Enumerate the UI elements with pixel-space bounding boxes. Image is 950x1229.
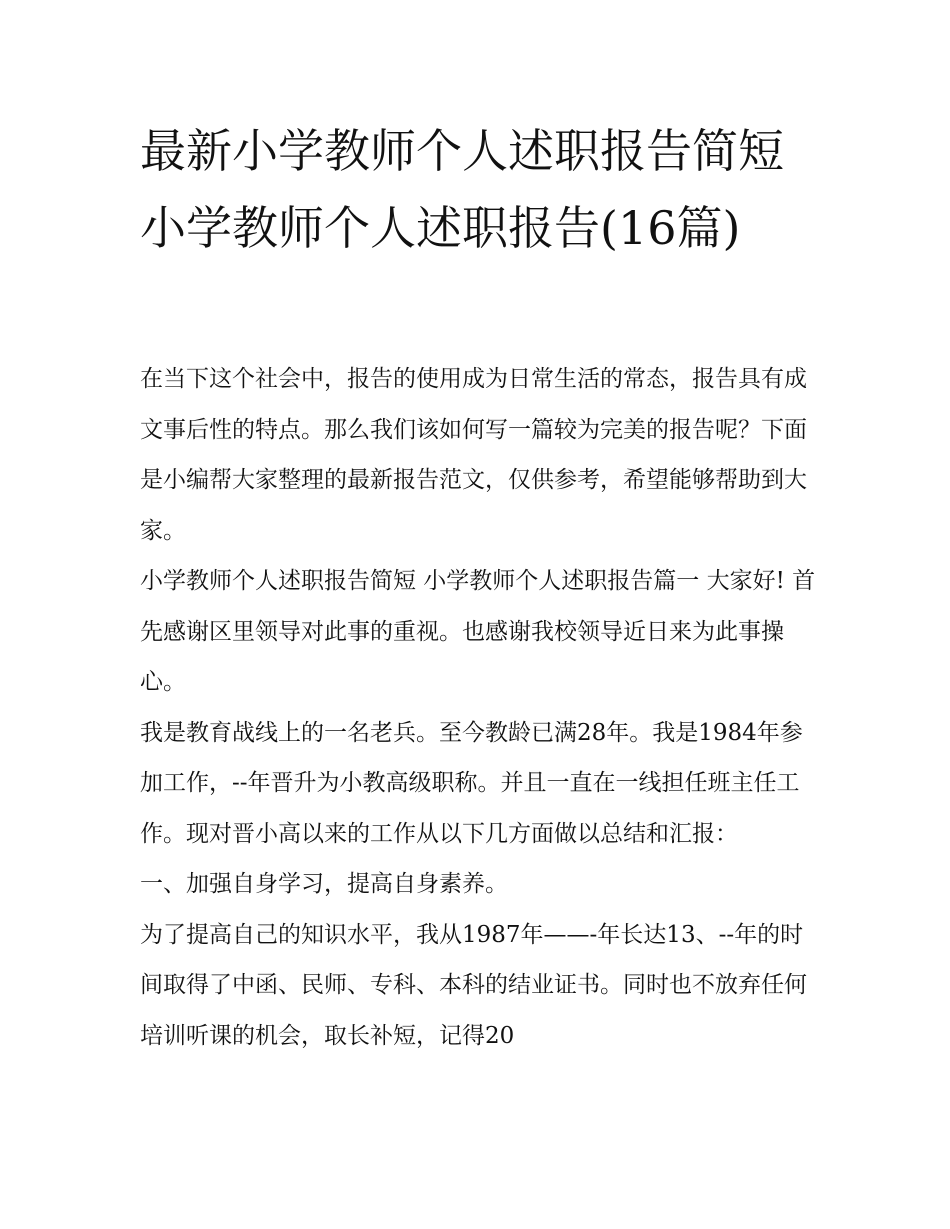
document-title: 最新小学教师个人述职报告简短 小学教师个人述职报告(16篇) bbox=[140, 124, 784, 255]
paragraph-study: 为了提高自己的知识水平，我从1987年——-年长达13、--年的时间取得了中函、民师、专科、本科的结业证书。同时也不放弃任何培训听课的机会，取长补短，记得20 bbox=[140, 921, 807, 1049]
paragraph-background: 我是教育战线上的一名老兵。至今教龄已满28年。我是1984年参加工作，--年晋升为小教高级职称。并且一直在一线担任班主任工作。现对晋小高以来的工作从以下几方面做以总结和汇报： bbox=[140, 719, 803, 847]
section-heading-1: 一、加强自身学习，提高自身素养。 bbox=[140, 871, 508, 897]
paragraph-intro: 在当下这个社会中，报告的使用成为日常生活的常态，报告具有成文事后性的特点。那么我们该如何写一篇较为完美的报告呢？下面是小编帮大家整理的最新报告范文，仅供参考，希望能够帮助到大家。 bbox=[140, 366, 807, 544]
document-body bbox=[140, 354, 820, 1061]
paragraph-greeting: 小学教师个人述职报告简短 小学教师个人述职报告篇一 大家好! 首先感谢区里领导对此事的重视。也感谢我校领导近日来为此事操心。 bbox=[140, 568, 816, 695]
